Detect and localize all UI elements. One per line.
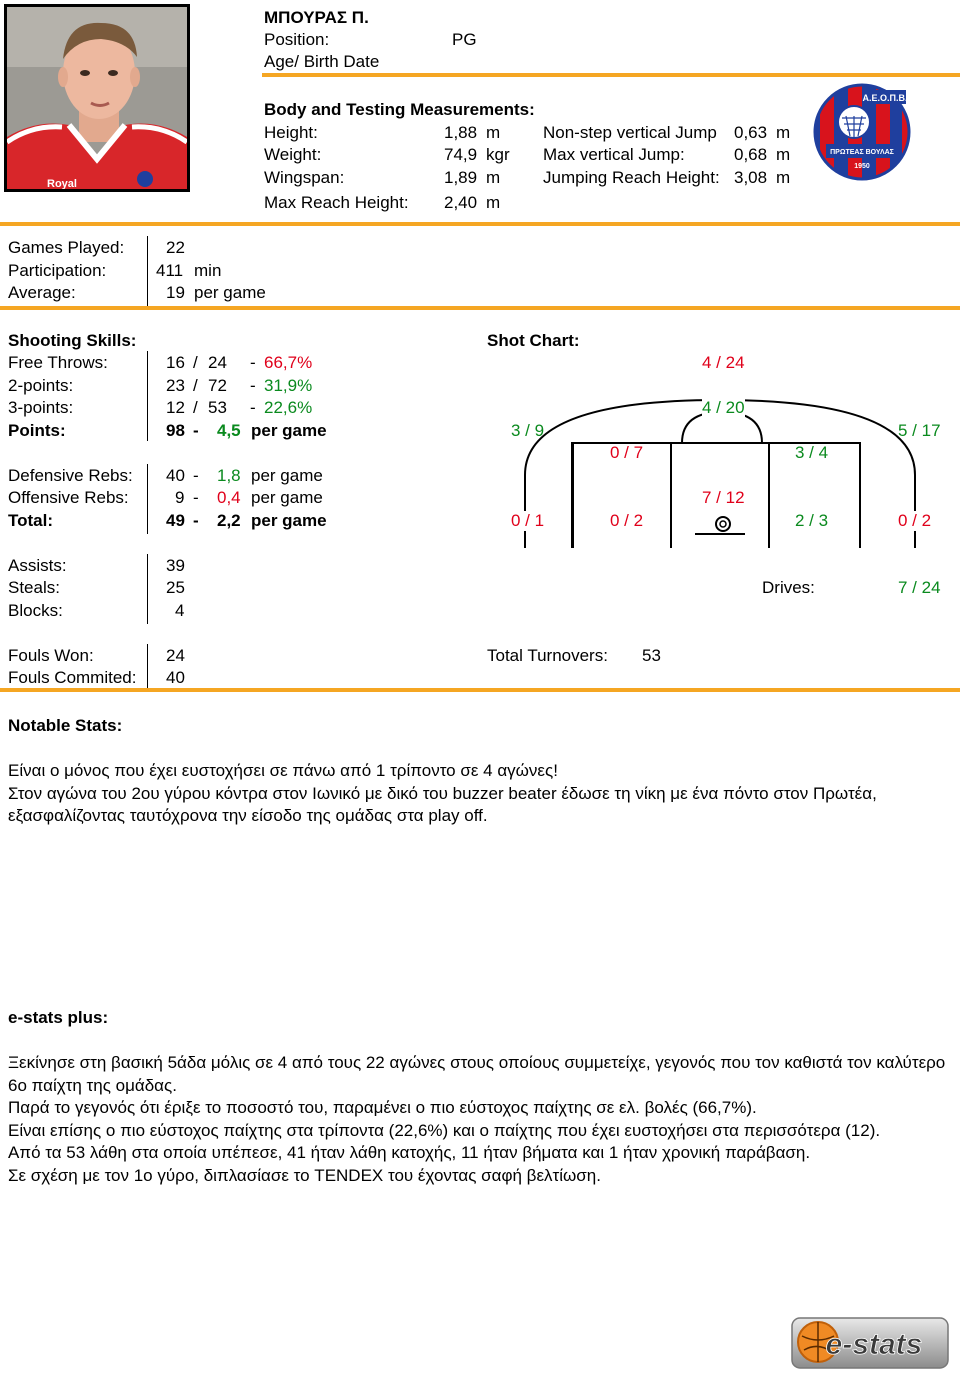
average-value: 19 <box>166 283 185 302</box>
section-rule-1 <box>0 222 960 226</box>
shooting-divider <box>147 351 148 441</box>
total-rebs-per-game: per game <box>251 511 327 530</box>
assists-value: 39 <box>166 556 185 575</box>
off-rebs-dash: - <box>193 488 199 507</box>
estats-logo <box>790 1314 950 1372</box>
height-value: 1,88 <box>444 123 478 142</box>
def-rebs-avg: 1,8 <box>217 466 241 485</box>
wingspan-label: Wingspan: <box>264 168 345 187</box>
nonstep-unit: m <box>776 123 791 142</box>
ft-pct: 66,7% <box>264 353 313 372</box>
points-per-game: per game <box>251 421 327 440</box>
position-value: PG <box>452 30 477 49</box>
total-rebs-total: 49 <box>166 511 185 530</box>
lane-right-line <box>859 443 861 548</box>
shot-chart-title: Shot Chart: <box>487 331 580 350</box>
key-right-line <box>768 443 770 548</box>
weight-value: 74,9 <box>444 145 478 164</box>
shot-paint: 7 / 12 <box>702 488 745 507</box>
p3-label: 3-points: <box>8 398 74 417</box>
def-rebs-total: 40 <box>166 466 185 485</box>
p2-pct: 31,9% <box>264 376 313 395</box>
steals-value: 25 <box>166 578 185 597</box>
jumpreach-unit: m <box>776 168 791 187</box>
shot-left-wing-3: 3 / 9 <box>511 421 545 440</box>
club-logo-year: 1950 <box>854 163 870 170</box>
wingspan-unit: m <box>486 168 501 187</box>
steals-label: Steals: <box>8 578 60 597</box>
measurements-title: Body and Testing Measurements: <box>264 100 535 119</box>
notable-title: Notable Stats: <box>8 716 123 735</box>
p2-att: 72 <box>208 376 227 395</box>
off-rebs-per-game: per game <box>251 488 323 507</box>
section-rule-3 <box>0 688 960 692</box>
nonstep-label: Non-step vertical Jump <box>543 123 717 142</box>
shot-left-elbow: 0 / 7 <box>610 443 644 462</box>
club-logo-bottom-text: ΠΡΩΤΕΑΣ ΒΟΥΛΑΣ <box>830 149 894 156</box>
player-photo <box>4 4 190 192</box>
def-rebs-label: Defensive Rebs: <box>8 466 133 485</box>
p3-att: 53 <box>208 398 227 417</box>
drives-label: Drives: <box>762 578 815 597</box>
height-unit: m <box>486 123 501 142</box>
shot-right-wing-3: 5 / 17 <box>898 421 941 440</box>
ft-dash: - <box>250 353 256 372</box>
p3-pct: 22,6% <box>264 398 313 417</box>
maxvert-label: Max vertical Jump: <box>543 145 685 164</box>
wingspan-value: 1,89 <box>444 168 478 187</box>
blocks-value: 4 <box>175 601 185 620</box>
jumpreach-value: 3,08 <box>734 168 768 187</box>
notable-line: Στον αγώνα του 2ου γύρου κόντρα στον Ιωνικό με δικό του buzzer beater έδωσε τη νίκη με ένα πόντο στον Πρωτέα, εξασφαλίζοντας ταυτόχρονα την είσοδο της ομάδας στα play off. <box>8 783 877 825</box>
nonstep-value: 0,63 <box>734 123 768 142</box>
misc-divider <box>147 554 148 624</box>
fouls-committed-value: 40 <box>166 668 185 687</box>
average-label: Average: <box>8 283 76 302</box>
position-label: Position: <box>264 30 330 49</box>
p2-dash: - <box>250 376 256 395</box>
rebounds-divider <box>147 464 148 534</box>
section-rule-2 <box>0 306 960 310</box>
reach-label: Max Reach Height: <box>264 193 409 212</box>
off-rebs-total: 9 <box>175 488 185 507</box>
shot-left-baseline: 0 / 2 <box>610 511 644 530</box>
turnovers-value: 53 <box>642 646 661 665</box>
fouls-divider <box>147 644 148 690</box>
participation-unit: min <box>194 261 222 280</box>
points-avg: 4,5 <box>217 421 241 440</box>
estats-line: Παρά το γεγονός ότι έριξε το ποσοστό του, παραμένει ο πιο εύστοχος παίχτης σε ελ. βολές (66,7%). <box>8 1098 757 1117</box>
jumpreach-label: Jumping Reach Height: <box>543 168 720 187</box>
lane-left-line <box>572 443 574 548</box>
weight-unit: kgr <box>486 145 510 164</box>
p3-made: 12 <box>166 398 185 417</box>
shot-top-3: 4 / 20 <box>702 398 745 417</box>
p3-slash: / <box>193 398 198 417</box>
blocks-label: Blocks: <box>8 601 63 620</box>
estats-logo-text: e-stats <box>825 1328 923 1361</box>
header-rule <box>262 73 960 77</box>
key-left-line <box>670 443 672 548</box>
reach-value: 2,40 <box>444 193 478 212</box>
shooting-title: Shooting Skills: <box>8 331 137 350</box>
points-dash: - <box>193 421 199 440</box>
points-label: Points: <box>8 421 66 440</box>
participation-value: 411 <box>156 261 184 280</box>
notable-line: Είναι ο μόνος που έχει ευστοχήσει σε πάνω από 1 τρίποντο σε 4 αγώνες! <box>8 761 558 780</box>
games-played-value: 22 <box>166 238 185 257</box>
player-name: ΜΠΟΥΡΑΣ Π. <box>264 8 369 27</box>
off-rebs-label: Offensive Rebs: <box>8 488 129 507</box>
fouls-committed-label: Fouls Commited: <box>8 668 137 687</box>
estats-plus-title: e-stats plus: <box>8 1008 109 1027</box>
total-rebs-dash: - <box>193 511 199 530</box>
ft-made: 16 <box>166 353 185 372</box>
assists-label: Assists: <box>8 556 67 575</box>
fouls-won-label: Fouls Won: <box>8 646 94 665</box>
ft-label: Free Throws: <box>8 353 108 372</box>
maxvert-unit: m <box>776 145 791 164</box>
shot-right-elbow: 3 / 4 <box>795 443 829 462</box>
total-rebs-label: Total: <box>8 511 54 530</box>
estats-line: Ξεκίνησε στη βασική 5άδα μόλις σε 4 από τους 22 αγώνες στους οποίους συμμετείχε, γεγονός που τον καθιστά τον καλύτερο 6ο παίχτη της ομάδας. <box>8 1053 946 1095</box>
average-unit: per game <box>194 283 266 302</box>
games-played-label: Games Played: <box>8 238 125 257</box>
ft-slash: / <box>193 353 198 372</box>
games-divider <box>147 236 148 306</box>
jersey-text: Royal <box>47 178 77 189</box>
estats-plus-text <box>8 1052 953 1187</box>
drives-value: 7 / 24 <box>898 578 941 597</box>
estats-line: Είναι επίσης ο πιο εύστοχος παίχτης στα τρίποντα (22,6%) και ο παίχτης που έχει ευστοχήσει στα περισσότερα (12). <box>8 1120 881 1140</box>
estats-line: Από τα 53 λάθη στα οποία υπέπεσε, 41 ήταν λάθη κατοχής, 11 ήταν βήματα και 1 ήταν χρονική παράβαση. <box>8 1143 811 1162</box>
club-logo-top-text: Α.Ε.Ο.Π.Β. <box>862 93 908 103</box>
turnovers-label: Total Turnovers: <box>487 646 608 665</box>
def-rebs-per-game: per game <box>251 466 323 485</box>
p2-slash: / <box>193 376 198 395</box>
p2-made: 23 <box>166 376 185 395</box>
p3-dash: - <box>250 398 256 417</box>
shot-left-corner-3: 0 / 1 <box>511 511 545 530</box>
off-rebs-avg: 0,4 <box>217 488 241 507</box>
shot-right-corner-3: 0 / 2 <box>898 511 932 530</box>
estats-line: Σε σχέση με τον 1ο γύρο, διπλασίασε το TENDEX του έχοντας σαφή βελτίωση. <box>8 1165 601 1185</box>
shot-right-baseline: 2 / 3 <box>795 511 829 530</box>
height-label: Height: <box>264 123 318 142</box>
def-rebs-dash: - <box>193 466 199 485</box>
reach-unit: m <box>486 193 501 212</box>
total-rebs-avg: 2,2 <box>217 511 241 530</box>
court-diagram <box>480 350 960 555</box>
fouls-won-value: 24 <box>166 646 185 665</box>
maxvert-value: 0,68 <box>734 145 768 164</box>
weight-label: Weight: <box>264 145 322 164</box>
birth-label: Age/ Birth Date <box>264 52 380 71</box>
participation-label: Participation: <box>8 261 107 280</box>
club-logo <box>812 82 912 182</box>
shot-top-ft: 4 / 24 <box>702 353 745 372</box>
p2-label: 2-points: <box>8 376 74 395</box>
notable-text <box>8 760 953 828</box>
points-total: 98 <box>166 421 185 440</box>
ft-att: 24 <box>208 353 227 372</box>
